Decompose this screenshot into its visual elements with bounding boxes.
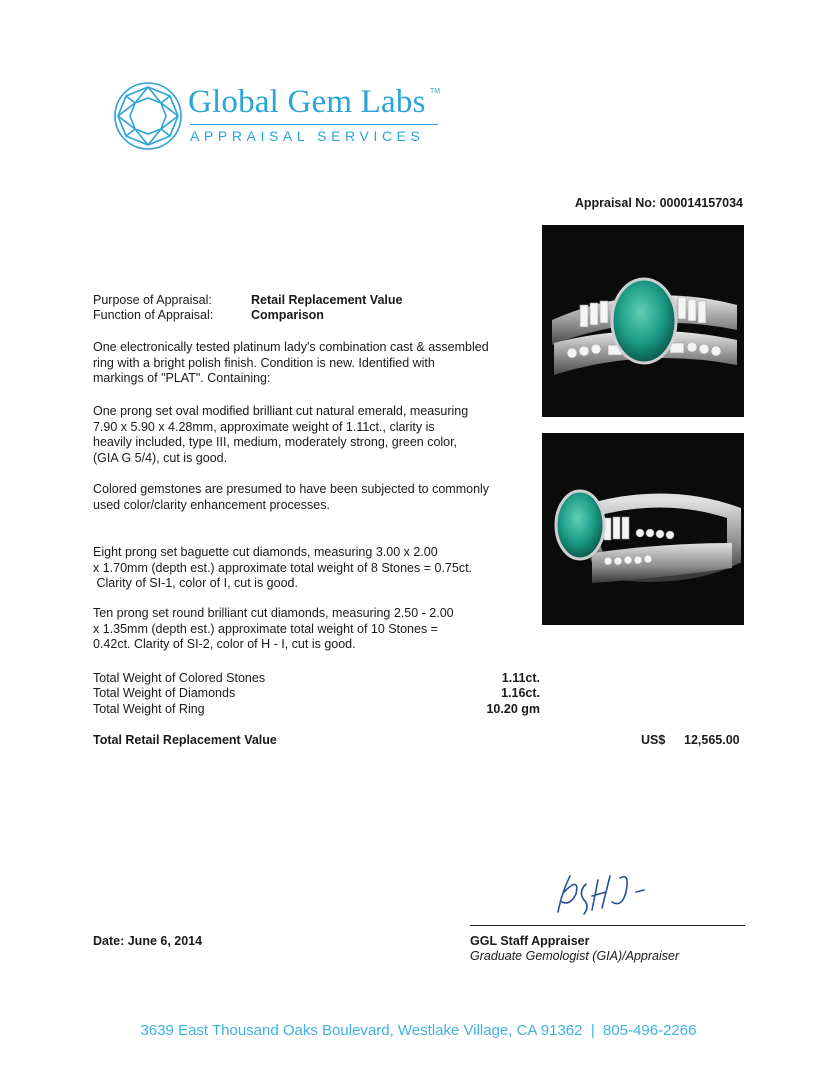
total-ring-weight-value: 10.20 gm: [486, 702, 540, 716]
paragraph-line: markings of "PLAT". Containing:: [93, 371, 271, 385]
ring-photo-top: [542, 225, 744, 417]
baguette-diamonds-paragraph: [93, 545, 472, 592]
total-value-amount: 12,565.00: [684, 733, 740, 747]
paragraph-line: used color/clarity enhancement processes.: [93, 497, 330, 512]
appraisal-number: Appraisal No: 000014157034: [574, 196, 743, 210]
appraiser-title: GGL Staff Appraiser: [470, 934, 590, 948]
footer-address: 3639 East Thousand Oaks Boulevard, Westlake Village, CA 91362 | 805-496-2266: [140, 1022, 697, 1039]
total-colored-stones-label: Total Weight of Colored Stones: [93, 671, 266, 685]
total-diamonds-value: 1.16ct.: [501, 686, 540, 700]
ring-top-image: [542, 225, 744, 417]
paragraph-line: One electronically tested platinum lady's combination cast & assembled: [93, 340, 489, 354]
description-paragraph: [93, 340, 489, 387]
total-value-label: Total Retail Replacement Value: [93, 733, 277, 747]
paragraph-line: Eight prong set baguette cut diamonds, measuring 3.00 x 2.00: [93, 545, 438, 559]
brand-divider: [190, 124, 438, 125]
appraiser-credentials: Graduate Gemologist (GIA)/Appraiser: [470, 949, 680, 963]
trademark-mark: TM: [430, 88, 441, 95]
paragraph-line: x 1.70mm (depth est.) approximate total weight of 8 Stones = 0.75ct.: [93, 560, 473, 575]
paragraph-line: x 1.35mm (depth est.) approximate total weight of 10 Stones =: [93, 621, 438, 636]
total-diamonds-label: Total Weight of Diamonds: [93, 686, 236, 700]
appraiser-signature: [540, 862, 660, 924]
ring-photo-side: [542, 433, 744, 625]
total-value-currency: US$: [641, 733, 666, 747]
signature-line: [470, 925, 745, 926]
round-diamonds-paragraph: [93, 606, 454, 653]
brand-subtitle: APPRAISAL SERVICES: [190, 128, 425, 144]
emerald-paragraph: [93, 404, 468, 466]
appraisal-date: Date: June 6, 2014: [93, 934, 203, 948]
paragraph-line: Colored gemstones are presumed to have been subjected to commonly: [93, 482, 490, 496]
function-value: Comparison: [251, 308, 324, 322]
paragraph-line: 0.42ct. Clarity of SI-2, color of H - I, cut is good.: [93, 637, 356, 651]
brand-name: Global Gem Labs: [188, 84, 426, 120]
paragraph-line: heavily included, type III, medium, moderately strong, green color,: [93, 435, 458, 449]
function-label: Function of Appraisal:: [93, 308, 214, 322]
total-colored-stones-value: 1.11ct.: [501, 671, 540, 685]
paragraph-line: One prong set oval modified brilliant cut natural emerald, measuring: [93, 404, 469, 418]
paragraph-line: 7.90 x 5.90 x 4.28mm, approximate weight of 1.11ct., clarity is: [93, 419, 435, 434]
paragraph-line: ring with a bright polish finish. Condition is new. Identified with: [93, 355, 435, 370]
ring-side-image: [542, 433, 744, 625]
gem-logo-icon: [112, 80, 184, 152]
paragraph-line: Clarity of SI-1, color of I, cut is good.: [93, 576, 298, 590]
total-ring-weight-label: Total Weight of Ring: [93, 702, 205, 716]
paragraph-line: (GIA G 5/4), cut is good.: [93, 450, 228, 465]
paragraph-line: Ten prong set round brilliant cut diamonds, measuring 2.50 - 2.00: [93, 606, 454, 620]
purpose-value: Retail Replacement Value: [251, 293, 403, 307]
purpose-label: Purpose of Appraisal:: [93, 293, 212, 307]
enhancement-paragraph: [93, 482, 489, 513]
